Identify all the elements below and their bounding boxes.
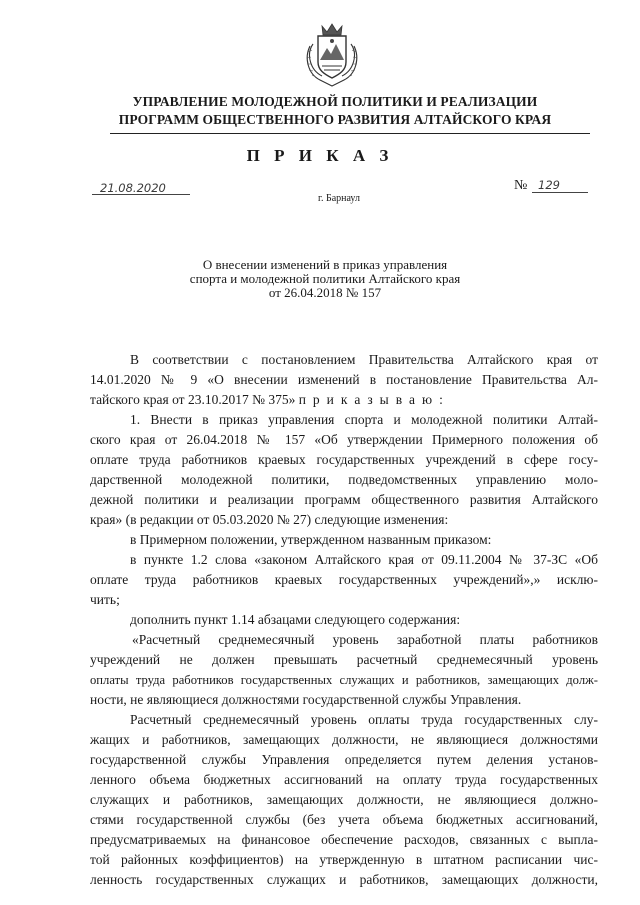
number-underline [532, 192, 588, 193]
body-line: оплате труда работников краевых государственных учреждений»,» исклю- [90, 572, 598, 587]
body-line: ленность государственных служащих и работников, замещающих должности, [90, 872, 598, 887]
body-line: оплаты труда работников государственных служащих и работников, замещающих долж- [90, 673, 598, 687]
body-line-text: тайского края от 23.10.2017 № 375» [90, 392, 296, 407]
body-line: ности, не являющиеся должностями государственной службы Управления. [90, 692, 522, 707]
org-name-line1: УПРАВЛЕНИЕ МОЛОДЕЖНОЙ ПОЛИТИКИ И РЕАЛИЗАЦИИ [132, 94, 538, 109]
body-line: жащих и работников, замещающих должности, не являющиеся должностями [90, 732, 598, 747]
org-name-line2: ПРОГРАММ ОБЩЕСТВЕННОГО РАЗВИТИЯ АЛТАЙСКОГО КРАЯ [118, 112, 552, 127]
order-subject [160, 258, 490, 300]
body-line: «Расчетный среднемесячный уровень заработной платы работников [132, 632, 598, 647]
body-line: той районных коэффициентов) на утвержденную в штатном расписании чис- [90, 852, 598, 867]
body-line: дарственной молодежной политики, подведомственных управлению моло- [90, 472, 598, 487]
body-line: дополнить пункт 1.14 абзацами следующего содержания: [130, 612, 461, 627]
body-line: чить; [90, 592, 120, 607]
body-line: оплате труда работников краевых государственных учреждений в сфере госу- [90, 452, 598, 467]
body-line: Расчетный среднемесячный уровень оплаты труда государственных слу- [130, 712, 598, 727]
body-line: дежной политики и реализации программ общественного развития Алтайского [90, 492, 598, 507]
body-line: 1. Внести в приказ управления спорта и молодежной политики Алтай- [130, 412, 598, 427]
body-line: стями государственной службы (без учета объема бюджетных ассигнований, [90, 812, 598, 827]
body-line [90, 390, 598, 410]
body-line: В соответствии с постановлением Правительства Алтайского края от [130, 352, 598, 367]
body-line: ленного объема бюджетных ассигнований на оплату труда государственных [90, 772, 598, 787]
body-line: в пункте 1.2 слова «законом Алтайского края от 09.11.2004 № 37-ЗС «Об [130, 552, 598, 567]
subject-line: спорта и молодежной политики Алтайского края [189, 271, 461, 286]
date-underline [92, 194, 190, 195]
document-date: 21.08.2020 [100, 181, 166, 195]
document-number: 129 [538, 178, 560, 192]
body-line: ского края от 26.04.2018 № 157 «Об утверждении Примерного положения об [90, 432, 598, 447]
prikazyvayu-word: п р и к а з ы в а ю : [298, 392, 445, 407]
subject-line: от 26.04.2018 № 157 [268, 285, 382, 300]
subject-line: О внесении изменений в приказ управления [202, 257, 448, 272]
body-line: края» (в редакции от 05.03.2020 № 27) следующие изменения: [90, 512, 449, 527]
body-line: 14.01.2020 № 9 «О внесении изменений в постановление Правительства Ал- [90, 372, 598, 387]
body-line: предусматриваемых на финансовое обеспечение расходов, связанных с выпла- [90, 832, 598, 847]
city-name: г. Барнаул [318, 193, 360, 204]
document-type-title: П Р И К А З [246, 146, 394, 165]
coat-of-arms-emblem [300, 18, 364, 88]
body-line: государственной службы Управления определяется путем деления установ- [90, 752, 598, 767]
number-label: № [514, 178, 528, 193]
body-line: служащих и работников, замещающих должности, не являющиеся должно- [90, 792, 598, 807]
header-divider [110, 133, 590, 134]
body-line: учреждений не должен превышать расчетный среднемесячный уровень [90, 652, 598, 667]
body-line: в Примерном положении, утвержденном названным приказом: [130, 532, 492, 547]
